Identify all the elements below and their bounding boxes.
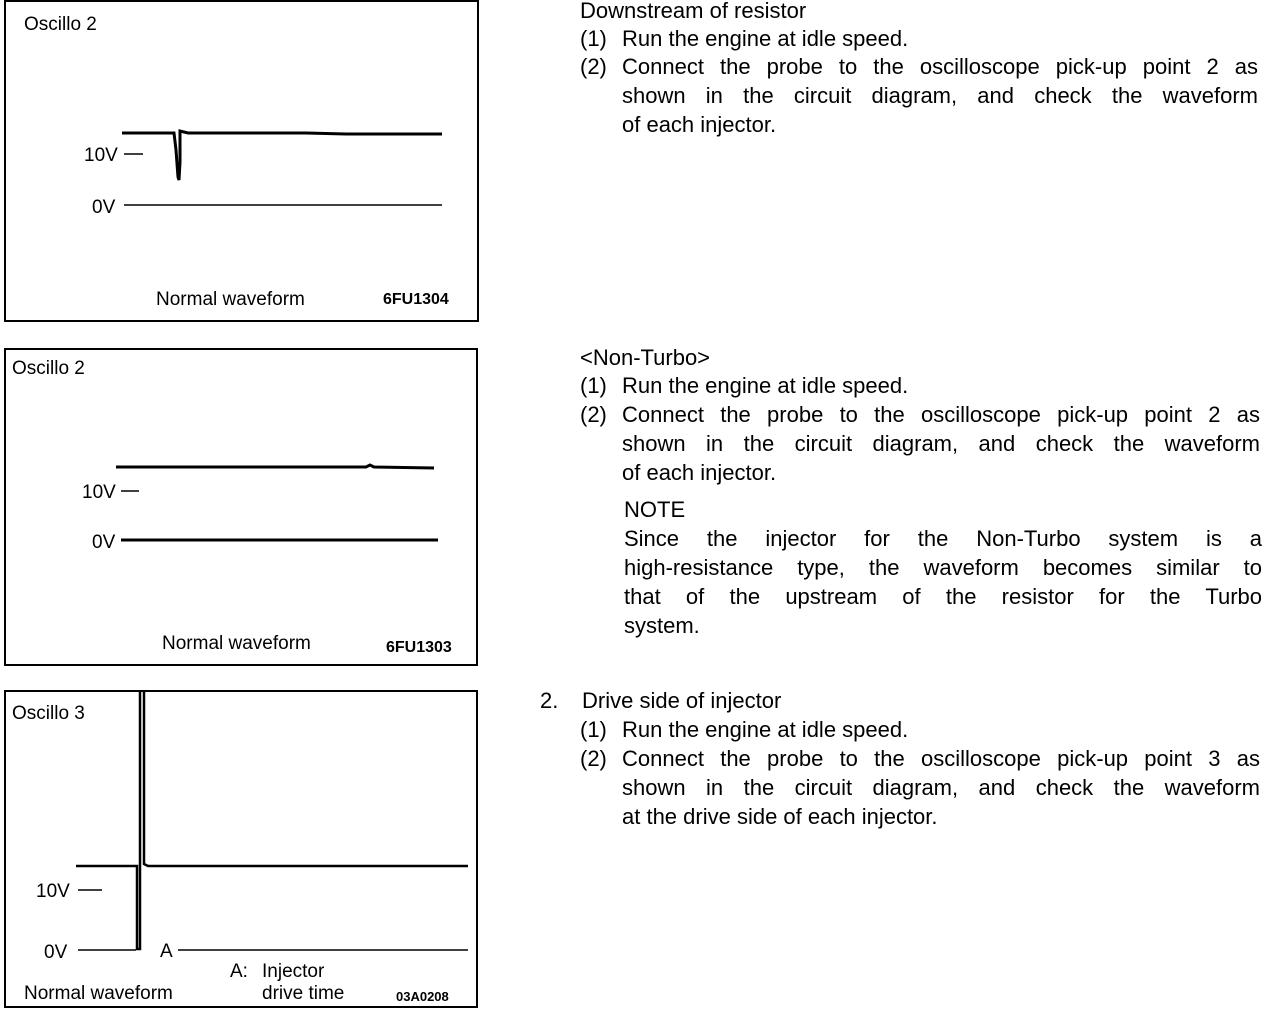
step-number: (1) — [580, 373, 607, 398]
step-number: (1) — [580, 26, 607, 51]
oscillo-panel-2 — [4, 348, 478, 666]
step-text: Run the engine at idle speed. — [622, 26, 909, 51]
section-number: 2. — [540, 688, 559, 713]
note-line: that of the upstream of the resistor for the Turbo — [624, 584, 1262, 609]
note-title: NOTE — [624, 497, 686, 522]
waveform-3 — [6, 692, 476, 1006]
panel-title: Oscillo 2 — [12, 358, 85, 379]
step-number: (2) — [580, 54, 607, 79]
note-line: system. — [624, 613, 700, 638]
note-line: high-resistance type, the waveform becomes similar to — [624, 555, 1262, 580]
figure-code: 6FU1303 — [386, 639, 452, 656]
annotation-line-2: drive time — [262, 983, 345, 1004]
step-text-line: of each injector. — [622, 460, 777, 485]
section-heading: Drive side of injector — [582, 688, 782, 713]
waveform-1 — [6, 2, 477, 320]
step-text-line: of each injector. — [622, 112, 777, 137]
step-number: (2) — [580, 746, 607, 771]
waveform-2 — [6, 350, 476, 664]
y-high-label: 10V — [82, 482, 116, 503]
y-high-label: 10V — [36, 881, 70, 902]
step-number: (2) — [580, 402, 607, 427]
panel-caption: Normal waveform — [24, 983, 173, 1004]
figure-code: 6FU1304 — [383, 291, 449, 308]
step-text-line: shown in the circuit diagram, and check the waveform — [622, 83, 1258, 108]
annotation-line-1: Injector — [262, 961, 325, 982]
panel-caption: Normal waveform — [156, 289, 305, 310]
annotation-key: A: — [230, 961, 248, 982]
y-high-label: 10V — [84, 145, 118, 166]
step-text-line: Connect the probe to the oscilloscope pick-up point 2 as — [622, 54, 1258, 79]
y-low-label: 0V — [44, 942, 68, 963]
section-heading: Downstream of resistor — [580, 0, 807, 23]
panel-title: Oscillo 3 — [12, 703, 85, 724]
step-text: Run the engine at idle speed. — [622, 717, 909, 742]
y-low-label: 0V — [92, 197, 116, 218]
step-text-line: Connect the probe to the oscilloscope pick-up point 2 as — [622, 402, 1260, 427]
note-line: Since the injector for the Non-Turbo system is a — [624, 526, 1262, 551]
step-text-line: Connect the probe to the oscilloscope pick-up point 3 as — [622, 746, 1260, 771]
step-text-line: at the drive side of each injector. — [622, 804, 938, 829]
oscillo-panel-3 — [4, 690, 478, 1008]
panel-caption: Normal waveform — [162, 633, 311, 654]
y-low-label: 0V — [92, 532, 116, 553]
panel-title: Oscillo 2 — [24, 14, 97, 35]
step-text: Run the engine at idle speed. — [622, 373, 909, 398]
step-text-line: shown in the circuit diagram, and check the waveform — [622, 431, 1260, 456]
section-heading: <Non-Turbo> — [580, 345, 711, 370]
figure-code: 03A0208 — [396, 989, 449, 1004]
drive-time-marker: A — [160, 941, 173, 962]
step-number: (1) — [580, 717, 607, 742]
oscillo-panel-1 — [4, 0, 479, 322]
step-text-line: shown in the circuit diagram, and check the waveform — [622, 775, 1260, 800]
